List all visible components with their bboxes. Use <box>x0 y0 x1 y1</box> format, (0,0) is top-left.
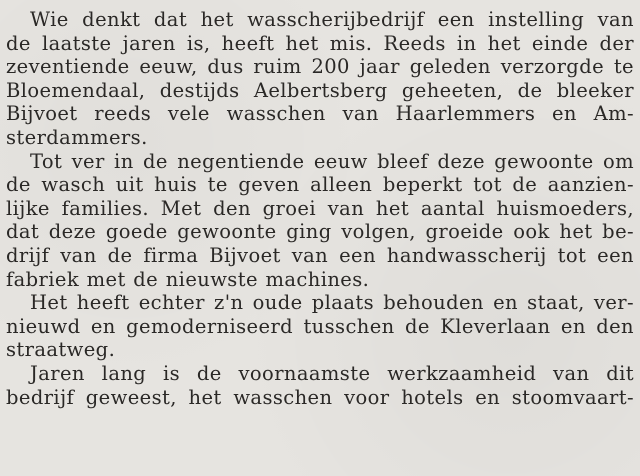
text-line: de wasch uit huis te geven alleen beperkt tot de aanzien- <box>6 173 634 197</box>
paragraph-4 <box>6 362 634 409</box>
paragraph-2 <box>6 150 634 292</box>
text-line: Het heeft echter z'n oude plaats behouden en staat, ver- <box>30 291 634 315</box>
text-line: drijf van de firma Bijvoet van een handwasscherij tot een <box>6 243 634 267</box>
text-line: lijke families. Met den groei van het aantal huismoeders, <box>6 196 634 220</box>
text-line: Bloemendaal, destijds Aelbertsberg geheeten, de bleeker <box>6 78 634 102</box>
text-line: straatweg. <box>6 338 116 362</box>
text-line: zeventiende eeuw, dus ruim 200 jaar geleden verzorgde te <box>6 55 634 79</box>
paragraph-3 <box>6 291 634 362</box>
text-line: Tot ver in de negentiende eeuw bleef deze gewoonte om <box>30 149 634 173</box>
text-line: de laatste jaren is, heeft het mis. Reeds in het einde der <box>6 31 634 55</box>
text-line: fabriek met de nieuwste machines. <box>6 267 370 291</box>
text-line: dat deze goede gewoonte ging volgen, groeide ook het be- <box>6 220 634 244</box>
text-line: Bijvoet reeds vele wasschen van Haarlemmers en Am- <box>6 102 634 126</box>
text-line: Wie denkt dat het wasscherijbedrijf een instelling van <box>30 8 634 31</box>
text-line: sterdammers. <box>6 125 148 149</box>
text-line: nieuwd en gemoderniseerd tusschen de Kleverlaan en den <box>6 314 634 338</box>
article-text <box>6 8 634 409</box>
paragraph-1 <box>6 8 634 150</box>
text-line: Jaren lang is de voornaamste werkzaamheid van dit <box>30 361 634 385</box>
text-line: bedrijf geweest, het wasschen voor hotels en stoomvaart- <box>6 385 634 409</box>
